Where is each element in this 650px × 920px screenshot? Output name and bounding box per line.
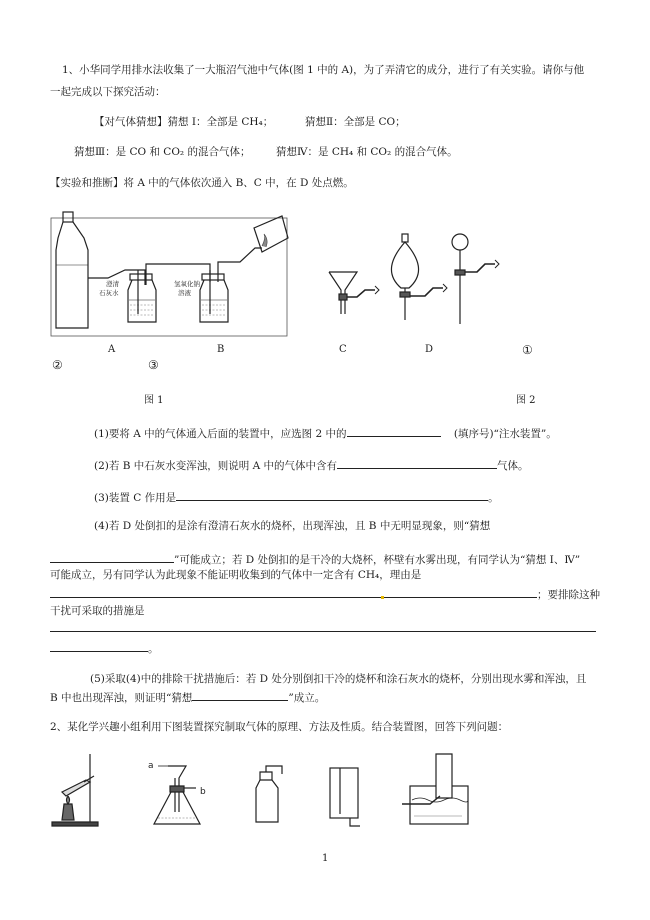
answer-line-4c[interactable] bbox=[50, 631, 596, 632]
answer-blank-1[interactable] bbox=[347, 425, 441, 437]
fig2-label-3: ③ bbox=[148, 358, 159, 372]
label-b: b bbox=[200, 787, 206, 797]
svg-text:溶液: 溶液 bbox=[178, 289, 191, 297]
figure-2-devices bbox=[325, 228, 515, 338]
figure-3-apparatus bbox=[50, 752, 475, 830]
yellow-mark bbox=[381, 596, 384, 599]
subq-4-text-f: 。 bbox=[148, 643, 159, 655]
hypothesis-3: 猜想Ⅲ：是 CO 和 CO₂ 的混合气体； bbox=[74, 146, 251, 158]
q1-intro-line2: 一起完成以下探究活动： bbox=[50, 86, 166, 98]
device-a-heating bbox=[52, 754, 98, 826]
fig1-label-b: B bbox=[217, 344, 225, 355]
subq-3 bbox=[94, 489, 499, 505]
device-d-bottle bbox=[330, 768, 360, 826]
subq-5-line1: (5)采取(4)中的排除干扰措施后：若 D 处分别倒扣干冷的烧杯和涂石灰水的烧杯，分别出现水雾和浑浊，且 bbox=[90, 673, 587, 685]
subq-4-line3: 可能成立，另有同学认为此现象不能证明收集到的气体中一定含有 CH₄，理由是 bbox=[50, 569, 422, 581]
bottle-b bbox=[128, 270, 156, 322]
device-b-flask bbox=[154, 766, 200, 824]
subq-5-text-b: B 中也出现浑浊，则证明“猜想 bbox=[50, 692, 193, 704]
fig1-label-d: D bbox=[425, 344, 434, 355]
experiment-line: 【实验和推断】将 A 中的气体依次通入 B、C 中，在 D 处点燃。 bbox=[50, 177, 354, 189]
hypothesis-4: 猜想Ⅳ：是 CH₄ 和 CO₂ 的混合气体。 bbox=[276, 146, 458, 158]
fig1-label-c: C bbox=[339, 344, 347, 355]
answer-blank-5[interactable] bbox=[192, 689, 288, 701]
answer-blank-4b[interactable] bbox=[50, 586, 537, 598]
subq-4-text-b: ”可能成立；若 D 处倒扣的是干冷的大烧杯，杯壁有水雾出现，有同学认为“猜想 I、Ⅳ” bbox=[174, 554, 581, 566]
subq-5-text-c: ”成立。 bbox=[288, 692, 326, 704]
subq-3-suffix: 。 bbox=[488, 492, 499, 504]
svg-text:石灰水: 石灰水 bbox=[99, 289, 119, 297]
answer-blank-2[interactable] bbox=[337, 457, 497, 469]
subq-1 bbox=[94, 425, 557, 441]
answer-blank-3[interactable] bbox=[176, 489, 488, 501]
figure-1-apparatus bbox=[50, 210, 290, 340]
subq-4-line2 bbox=[50, 551, 580, 567]
subq-4-line6 bbox=[50, 640, 159, 656]
label-a: a bbox=[148, 761, 154, 771]
subq-2-text: (2)若 B 中石灰水变浑浊，则说明 A 中的气体中含有 bbox=[94, 460, 338, 472]
bottle-a bbox=[56, 212, 88, 328]
subq-1-suffix: (填序号)“注水装置”。 bbox=[453, 428, 557, 440]
svg-text:澄清: 澄清 bbox=[106, 280, 119, 288]
answer-blank-4d[interactable] bbox=[50, 640, 148, 652]
bottle-c bbox=[200, 270, 228, 322]
device-2-separatory-funnel bbox=[391, 234, 447, 320]
subq-4-text-d: ；要排除这种 bbox=[537, 589, 600, 601]
page-number: 1 bbox=[322, 853, 329, 864]
subq-4-line1: (4)若 D 处倒扣的是涂有澄清石灰水的烧杯，出现浑浊，且 B 中无明显现象，则“猜想 bbox=[94, 520, 491, 532]
fig2-label-2: ② bbox=[52, 358, 63, 372]
fig1-label-a: A bbox=[108, 344, 116, 355]
subq-4-line5: 干扰可采取的措施是 bbox=[50, 605, 145, 617]
device-3-thistle-funnel bbox=[452, 234, 499, 324]
hypothesis-2: 猜想Ⅱ：全部是 CO； bbox=[305, 116, 406, 128]
q2-line: 2、某化学兴趣小组利用下图装置探究制取气体的原理、方法及性质。结合装置图，回答下列问题： bbox=[50, 721, 509, 733]
hypothesis-1: 【对气体猜想】猜想 I：全部是 CH₄； bbox=[94, 116, 274, 128]
q1-intro-line1: 1、小华同学用排水法收集了一大瓶沼气池中气体(图 1 中的 A)，为了弄清它的成分，进行了有关实验。请你与他 bbox=[62, 64, 585, 76]
beaker-d bbox=[254, 216, 288, 252]
device-e-trough bbox=[402, 754, 468, 824]
device-1-funnel bbox=[329, 272, 379, 314]
subq-5-line2 bbox=[50, 689, 325, 705]
device-c-bottle bbox=[256, 766, 282, 822]
fig1-caption: 图 1 bbox=[144, 395, 164, 406]
fig2-label-1: ① bbox=[522, 343, 533, 357]
subq-2 bbox=[94, 457, 529, 473]
fig2-caption: 图 2 bbox=[516, 395, 536, 406]
subq-2-suffix: 气体。 bbox=[497, 460, 529, 472]
subq-3-text: (3)装置 C 作用是 bbox=[94, 492, 177, 504]
svg-text:氢氧化钠: 氢氧化钠 bbox=[174, 280, 200, 288]
subq-4-line4 bbox=[50, 586, 600, 602]
answer-blank-4a[interactable] bbox=[50, 551, 174, 563]
subq-1-text: (1)要将 A 中的气体通入后面的装置中，应选图 2 中的 bbox=[94, 428, 347, 440]
